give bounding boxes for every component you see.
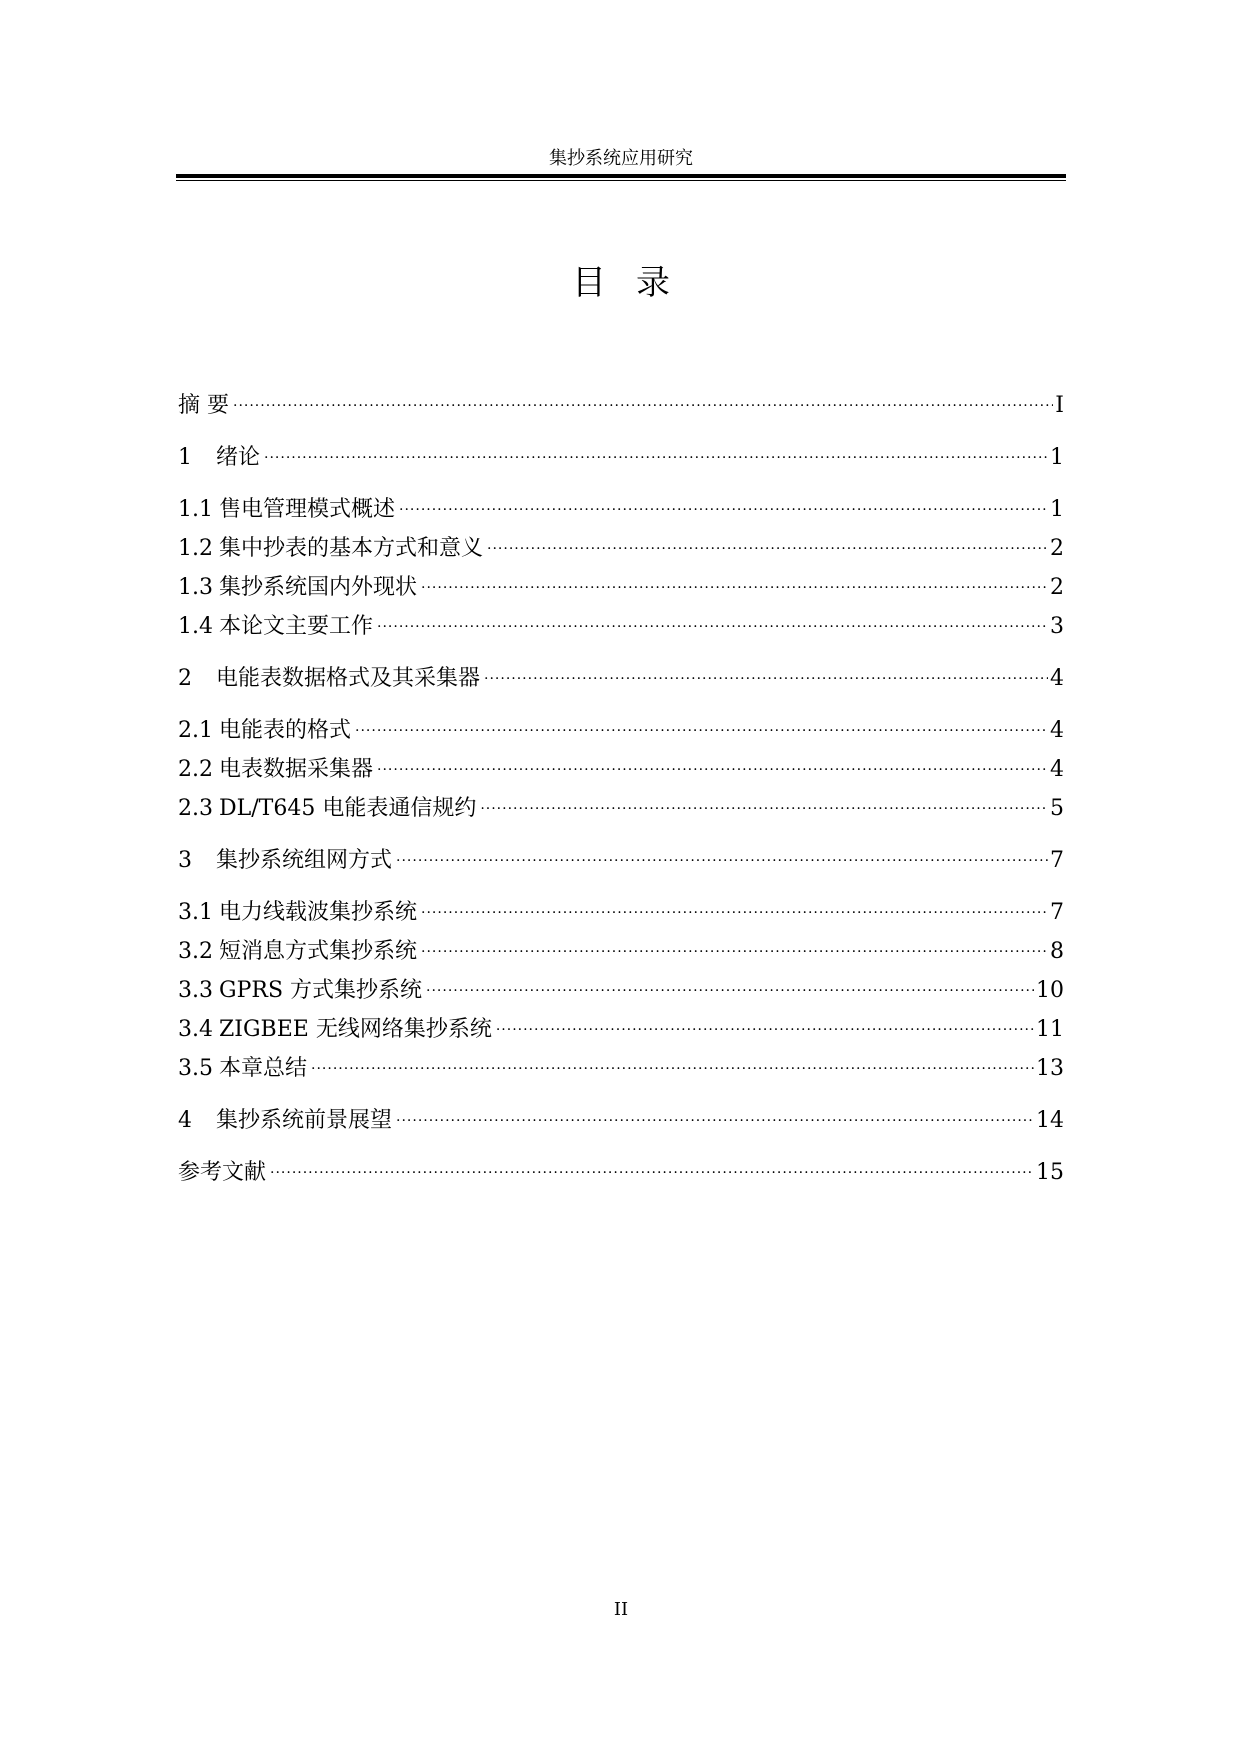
toc-entry-number: 2.1 <box>178 718 213 743</box>
toc-entry-text: 摘 要 <box>178 393 229 418</box>
toc-leader-dots <box>487 533 1048 555</box>
toc-entry-number: 3.4 <box>178 1017 213 1042</box>
toc-entry[interactable] <box>178 390 1064 421</box>
toc-entry[interactable] <box>178 533 1064 564</box>
toc-entry-number: 3 <box>178 848 192 873</box>
toc-entry[interactable] <box>178 975 1064 1006</box>
toc-entry-label <box>178 794 480 824</box>
toc-leader-dots <box>355 715 1048 737</box>
toc-entry[interactable] <box>178 1105 1064 1136</box>
toc-entry-number: 3.5 <box>178 1056 213 1081</box>
toc-entry[interactable] <box>178 715 1064 746</box>
toc-entry-text: 集中抄表的基本方式和意义 <box>219 536 484 561</box>
toc-entry-number: 1.1 <box>178 497 213 522</box>
toc-entry-number: 4 <box>178 1108 192 1133</box>
toc-entry-number: 1.3 <box>178 575 213 600</box>
toc-leader-dots <box>377 754 1048 776</box>
toc-entry-page: 11 <box>1036 1017 1064 1042</box>
toc-entry[interactable] <box>178 1157 1064 1188</box>
toc-entry-text: 集抄系统组网方式 <box>216 848 393 873</box>
toc-entry-label <box>178 495 399 525</box>
toc-entry-page: 4 <box>1050 718 1064 743</box>
toc-entry-text: 集抄系统前景展望 <box>216 1108 393 1133</box>
toc-entry[interactable] <box>178 494 1064 525</box>
toc-entry-page: 2 <box>1050 575 1064 600</box>
toc-entry[interactable] <box>178 936 1064 967</box>
toc-entry-label <box>178 846 396 876</box>
toc-entry-page: 1 <box>1050 497 1064 522</box>
toc-entry-page: 8 <box>1050 939 1064 964</box>
toc-entry-text: 售电管理模式概述 <box>219 497 396 522</box>
toc-entry-label <box>178 755 377 785</box>
toc-entry-number: 1.4 <box>178 614 213 639</box>
toc-entry-label <box>178 612 377 642</box>
toc-entry-label <box>178 534 487 564</box>
toc-leader-dots <box>270 1157 1034 1179</box>
toc-entry-page: 13 <box>1036 1056 1064 1081</box>
toc-entry-text: 短消息方式集抄系统 <box>219 939 418 964</box>
toc-entry-label <box>178 898 421 928</box>
toc-leader-dots <box>421 936 1048 958</box>
page-number: II <box>613 1599 629 1620</box>
toc-entry-page: 15 <box>1036 1160 1064 1185</box>
toc-entry-page: 3 <box>1050 614 1064 639</box>
toc-entry-text: 本章总结 <box>219 1056 308 1081</box>
toc-leader-dots <box>421 572 1048 594</box>
toc-entry-label <box>178 1015 496 1045</box>
toc-entry-label <box>178 1158 270 1188</box>
toc-leader-dots <box>396 845 1048 867</box>
toc-leader-dots <box>484 663 1048 685</box>
toc-entry[interactable] <box>178 611 1064 642</box>
toc-leader-dots <box>377 611 1048 633</box>
toc-entry-label <box>178 937 421 967</box>
toc-entry-page: 4 <box>1050 666 1064 691</box>
toc-entry[interactable] <box>178 845 1064 876</box>
toc-entry-label <box>178 443 264 473</box>
toc-entry-text: DL/T645 电能表通信规约 <box>219 796 477 821</box>
toc-leader-dots <box>264 442 1048 464</box>
toc-entry-label <box>178 573 421 603</box>
toc-entry-page: 4 <box>1050 757 1064 782</box>
toc-entry-number: 2 <box>178 666 192 691</box>
toc-leader-dots <box>311 1053 1034 1075</box>
toc-entry-label <box>178 716 355 746</box>
toc-entry-number: 2.2 <box>178 757 213 782</box>
header-rule-thick <box>176 174 1066 178</box>
toc-entry[interactable] <box>178 1053 1064 1084</box>
toc-entry-page: 7 <box>1050 848 1064 873</box>
toc-entry-label <box>178 976 426 1006</box>
toc-entry-number: 3.3 <box>178 978 213 1003</box>
toc-entry-text: 电能表的格式 <box>219 718 352 743</box>
header-rule-thin <box>176 180 1066 181</box>
toc-entry-text: 参考文献 <box>178 1160 267 1185</box>
toc-entry[interactable] <box>178 793 1064 824</box>
toc-entry-page: 2 <box>1050 536 1064 561</box>
toc-entry-page: I <box>1055 393 1064 418</box>
running-header: 集抄系统应用研究 <box>549 148 693 169</box>
toc-entry[interactable] <box>178 442 1064 473</box>
toc-entry[interactable] <box>178 754 1064 785</box>
toc-leader-dots <box>396 1105 1034 1127</box>
toc-leader-dots <box>421 897 1048 919</box>
toc-entry-number: 3.2 <box>178 939 213 964</box>
toc-title: 目录 <box>572 263 700 303</box>
toc-entry-page: 10 <box>1036 978 1064 1003</box>
toc-entry-page: 7 <box>1050 900 1064 925</box>
toc-entry-text: 本论文主要工作 <box>219 614 374 639</box>
toc-entry-text: 集抄系统国内外现状 <box>219 575 418 600</box>
toc-entry-text: 绪论 <box>216 445 261 470</box>
toc-entry-label <box>178 1106 396 1136</box>
toc-entry-label <box>178 664 484 694</box>
toc-entry-text: GPRS 方式集抄系统 <box>219 978 423 1003</box>
toc-entry-number: 1.2 <box>178 536 213 561</box>
toc-entry-label <box>178 1054 311 1084</box>
toc-leader-dots <box>496 1014 1034 1036</box>
toc-entry-page: 14 <box>1036 1108 1064 1133</box>
toc-entry-text: ZIGBEE 无线网络集抄系统 <box>219 1017 492 1042</box>
toc-entry[interactable] <box>178 663 1064 694</box>
toc-entry-page: 5 <box>1050 796 1064 821</box>
toc-entry-page: 1 <box>1050 445 1064 470</box>
toc-entry-number: 3.1 <box>178 900 213 925</box>
toc-leader-dots <box>480 793 1048 815</box>
toc-entry-number: 1 <box>178 445 192 470</box>
toc-entry[interactable] <box>178 1014 1064 1045</box>
toc-leader-dots <box>233 390 1053 412</box>
toc-entry-text: 电表数据采集器 <box>219 757 374 782</box>
toc-entry-label <box>178 391 233 421</box>
toc-entry-text: 电力线载波集抄系统 <box>219 900 418 925</box>
toc-entry-number: 2.3 <box>178 796 213 821</box>
toc-entry-text: 电能表数据格式及其采集器 <box>216 666 481 691</box>
toc-entry[interactable] <box>178 897 1064 928</box>
toc-entry[interactable] <box>178 572 1064 603</box>
toc-leader-dots <box>399 494 1048 516</box>
toc-leader-dots <box>426 975 1034 997</box>
